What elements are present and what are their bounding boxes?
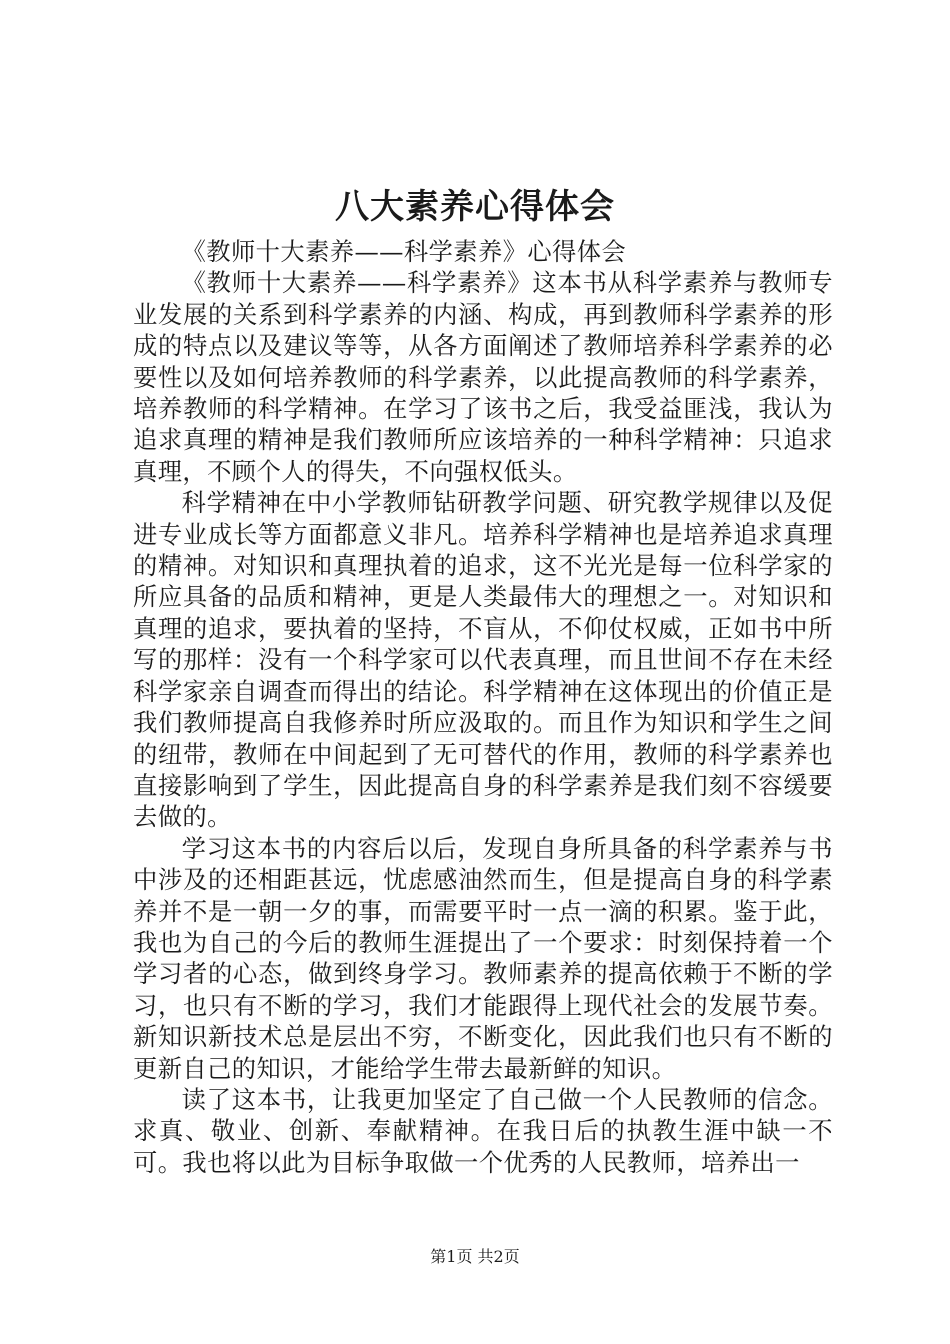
document-body — [133, 236, 833, 1178]
page-footer: 第1页 共2页 — [430, 1247, 520, 1266]
paragraph: 读了这本书，让我更加坚定了自己做一个人民教师的信念。求真、敬业、创新、奉献精神。在我日后的执教生涯中缺一不可。我也将以此为目标争取做一个优秀的人民教师，培养出一 — [133, 1084, 833, 1177]
paragraph-subtitle: 《教师十大素养——科学素养》心得体会 — [181, 237, 627, 266]
document-title: 八大素养心得体会 — [335, 187, 615, 227]
paragraph: 学习这本书的内容后以后，发现自身所具备的科学素养与书中涉及的还相距甚远，忧虑感油然而生，但是提高自身的科学素养并不是一朝一夕的事，而需要平时一点一滴的积累。鉴于此，我也为自己的今后的教师生涯提出了一个要求：时刻保持着一个学习者的心态，做到终身学习。教师素养的提高依赖于不断的学习，也只有不断的学习，我们才能跟得上现代社会的发展节奏。新知识新技术总是层出不穷，不断变化，因此我们也只有不断的更新自己的知识，才能给学生带去最新鲜的知识。 — [133, 833, 833, 1083]
paragraph: 《教师十大素养——科学素养》这本书从科学素养与教师专业发展的关系到科学素养的内涵、构成，再到教师科学素养的形成的特点以及建议等等，从各方面阐述了教师培养科学素养的必要性以及如何培养教师的科学素养，以此提高教师的科学素养，培养教师的科学精神。在学习了该书之后，我受益匪浅，我认为追求真理的精神是我们教师所应该培养的一种科学精神：只追求真理，不顾个人的得失，不向强权低头。 — [133, 268, 833, 486]
paragraph: 科学精神在中小学教师钻研教学问题、研究教学规律以及促进专业成长等方面都意义非凡。培养科学精神也是培养追求真理的精神。对知识和真理执着的追求，这不光光是每一位科学家的所应具备的品质和精神，更是人类最伟大的理想之一。对知识和真理的追求，要执着的坚持，不盲从，不仰仗权威，正如书中所写的那样：没有一个科学家可以代表真理，而且世间不存在未经科学家亲自调查而得出的结论。科学精神在这体现出的价值正是我们教师提高自我修养时所应汲取的。而且作为知识和学生之间的纽带，教师在中间起到了无可替代的作用，教师的科学素养也直接影响到了学生，因此提高自身的科学素养是我们刻不容缓要去做的。 — [133, 488, 833, 832]
